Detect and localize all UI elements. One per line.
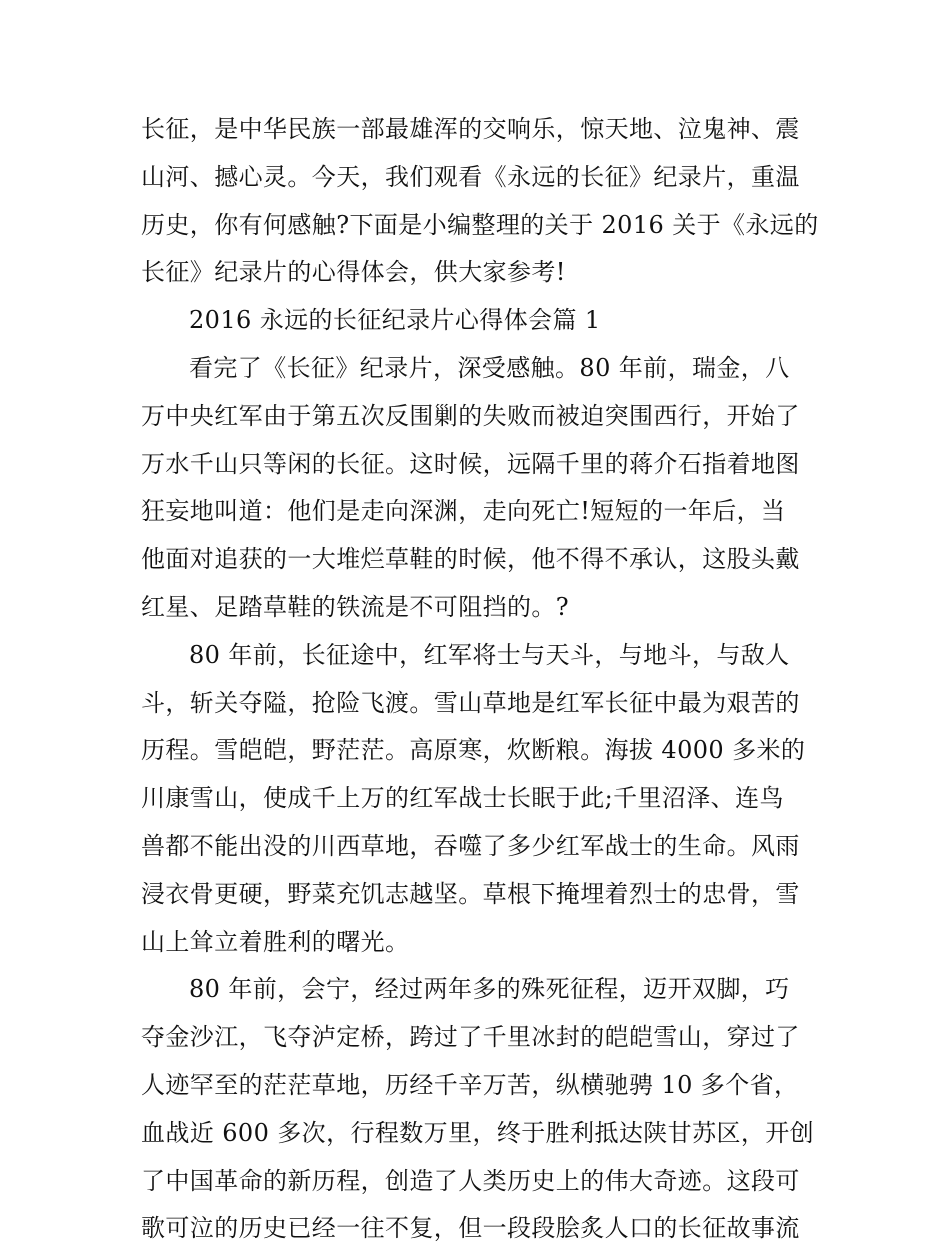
text-line: 夺金沙江，飞夺泸定桥，跨过了千里冰封的皑皑雪山，穿过了	[141, 1023, 800, 1052]
text-line: 万水千山只等闲的长征。这时候，远隔千里的蒋介石指着地图	[141, 449, 800, 478]
text-line: 斗，斩关夺隘，抢险飞渡。雪山草地是红军长征中最为艰苦的	[141, 688, 800, 717]
text-line: 歌可泣的历史已经一往不复，但一段段脍炙人口的长征故事流	[141, 1214, 800, 1243]
text-line: 兽都不能出没的川西草地，吞噬了多少红军战士的生命。风雨	[141, 831, 800, 860]
text-line: 2016 永远的长征纪录片心得体会篇 1	[189, 306, 601, 335]
text-line: 80 年前，会宁，经过两年多的殊死征程，迈开双脚，巧	[189, 975, 790, 1004]
text-line: 狂妄地叫道：他们是走向深渊，走向死亡!短短的一年后，当	[141, 497, 786, 526]
text-line: 看完了《长征》纪录片，深受感触。80 年前，瑞金，八	[189, 353, 790, 382]
text-line: 历程。雪皑皑，野茫茫。高原寒，炊断粮。海拔 4000 多米的	[141, 736, 806, 765]
text-line: 历史，你有何感触?下面是小编整理的关于 2016 关于《永远的	[141, 210, 819, 239]
text-line: 川康雪山，使成千上万的红军战士长眠于此;千里沼泽、连鸟	[141, 784, 784, 813]
text-line: 长征》纪录片的心得体会，供大家参考!	[141, 258, 566, 287]
text-line: 浸衣骨更硬，野菜充饥志越坚。草根下掩埋着烈士的忠骨，雪	[141, 879, 800, 908]
text-line: 80 年前，长征途中，红军将士与天斗，与地斗，与敌人	[189, 640, 790, 669]
text-line: 人迹罕至的茫茫草地，历经千辛万苦，纵横驰骋 10 多个省，	[141, 1070, 799, 1099]
text-line: 山河、撼心灵。今天，我们观看《永远的长征》纪录片，重温	[141, 162, 800, 191]
text-line: 血战近 600 多次，行程数万里，终于胜利抵达陕甘苏区，开创	[141, 1118, 815, 1147]
text-line: 了中国革命的新历程，创造了人类历史上的伟大奇迹。这段可	[141, 1166, 800, 1195]
text-line: 万中央红军由于第五次反围剿的失败而被迫突围西行，开始了	[141, 401, 800, 430]
text-line: 他面对追获的一大堆烂草鞋的时候，他不得不承认，这股头戴	[141, 545, 800, 574]
text-line: 山上耸立着胜利的曙光。	[141, 927, 410, 956]
text-line: 红星、足踏草鞋的铁流是不可阻挡的。?	[141, 592, 570, 621]
text-line: 长征，是中华民族一部最雄浑的交响乐，惊天地、泣鬼神、震	[141, 115, 800, 143]
document-body	[141, 106, 819, 1253]
